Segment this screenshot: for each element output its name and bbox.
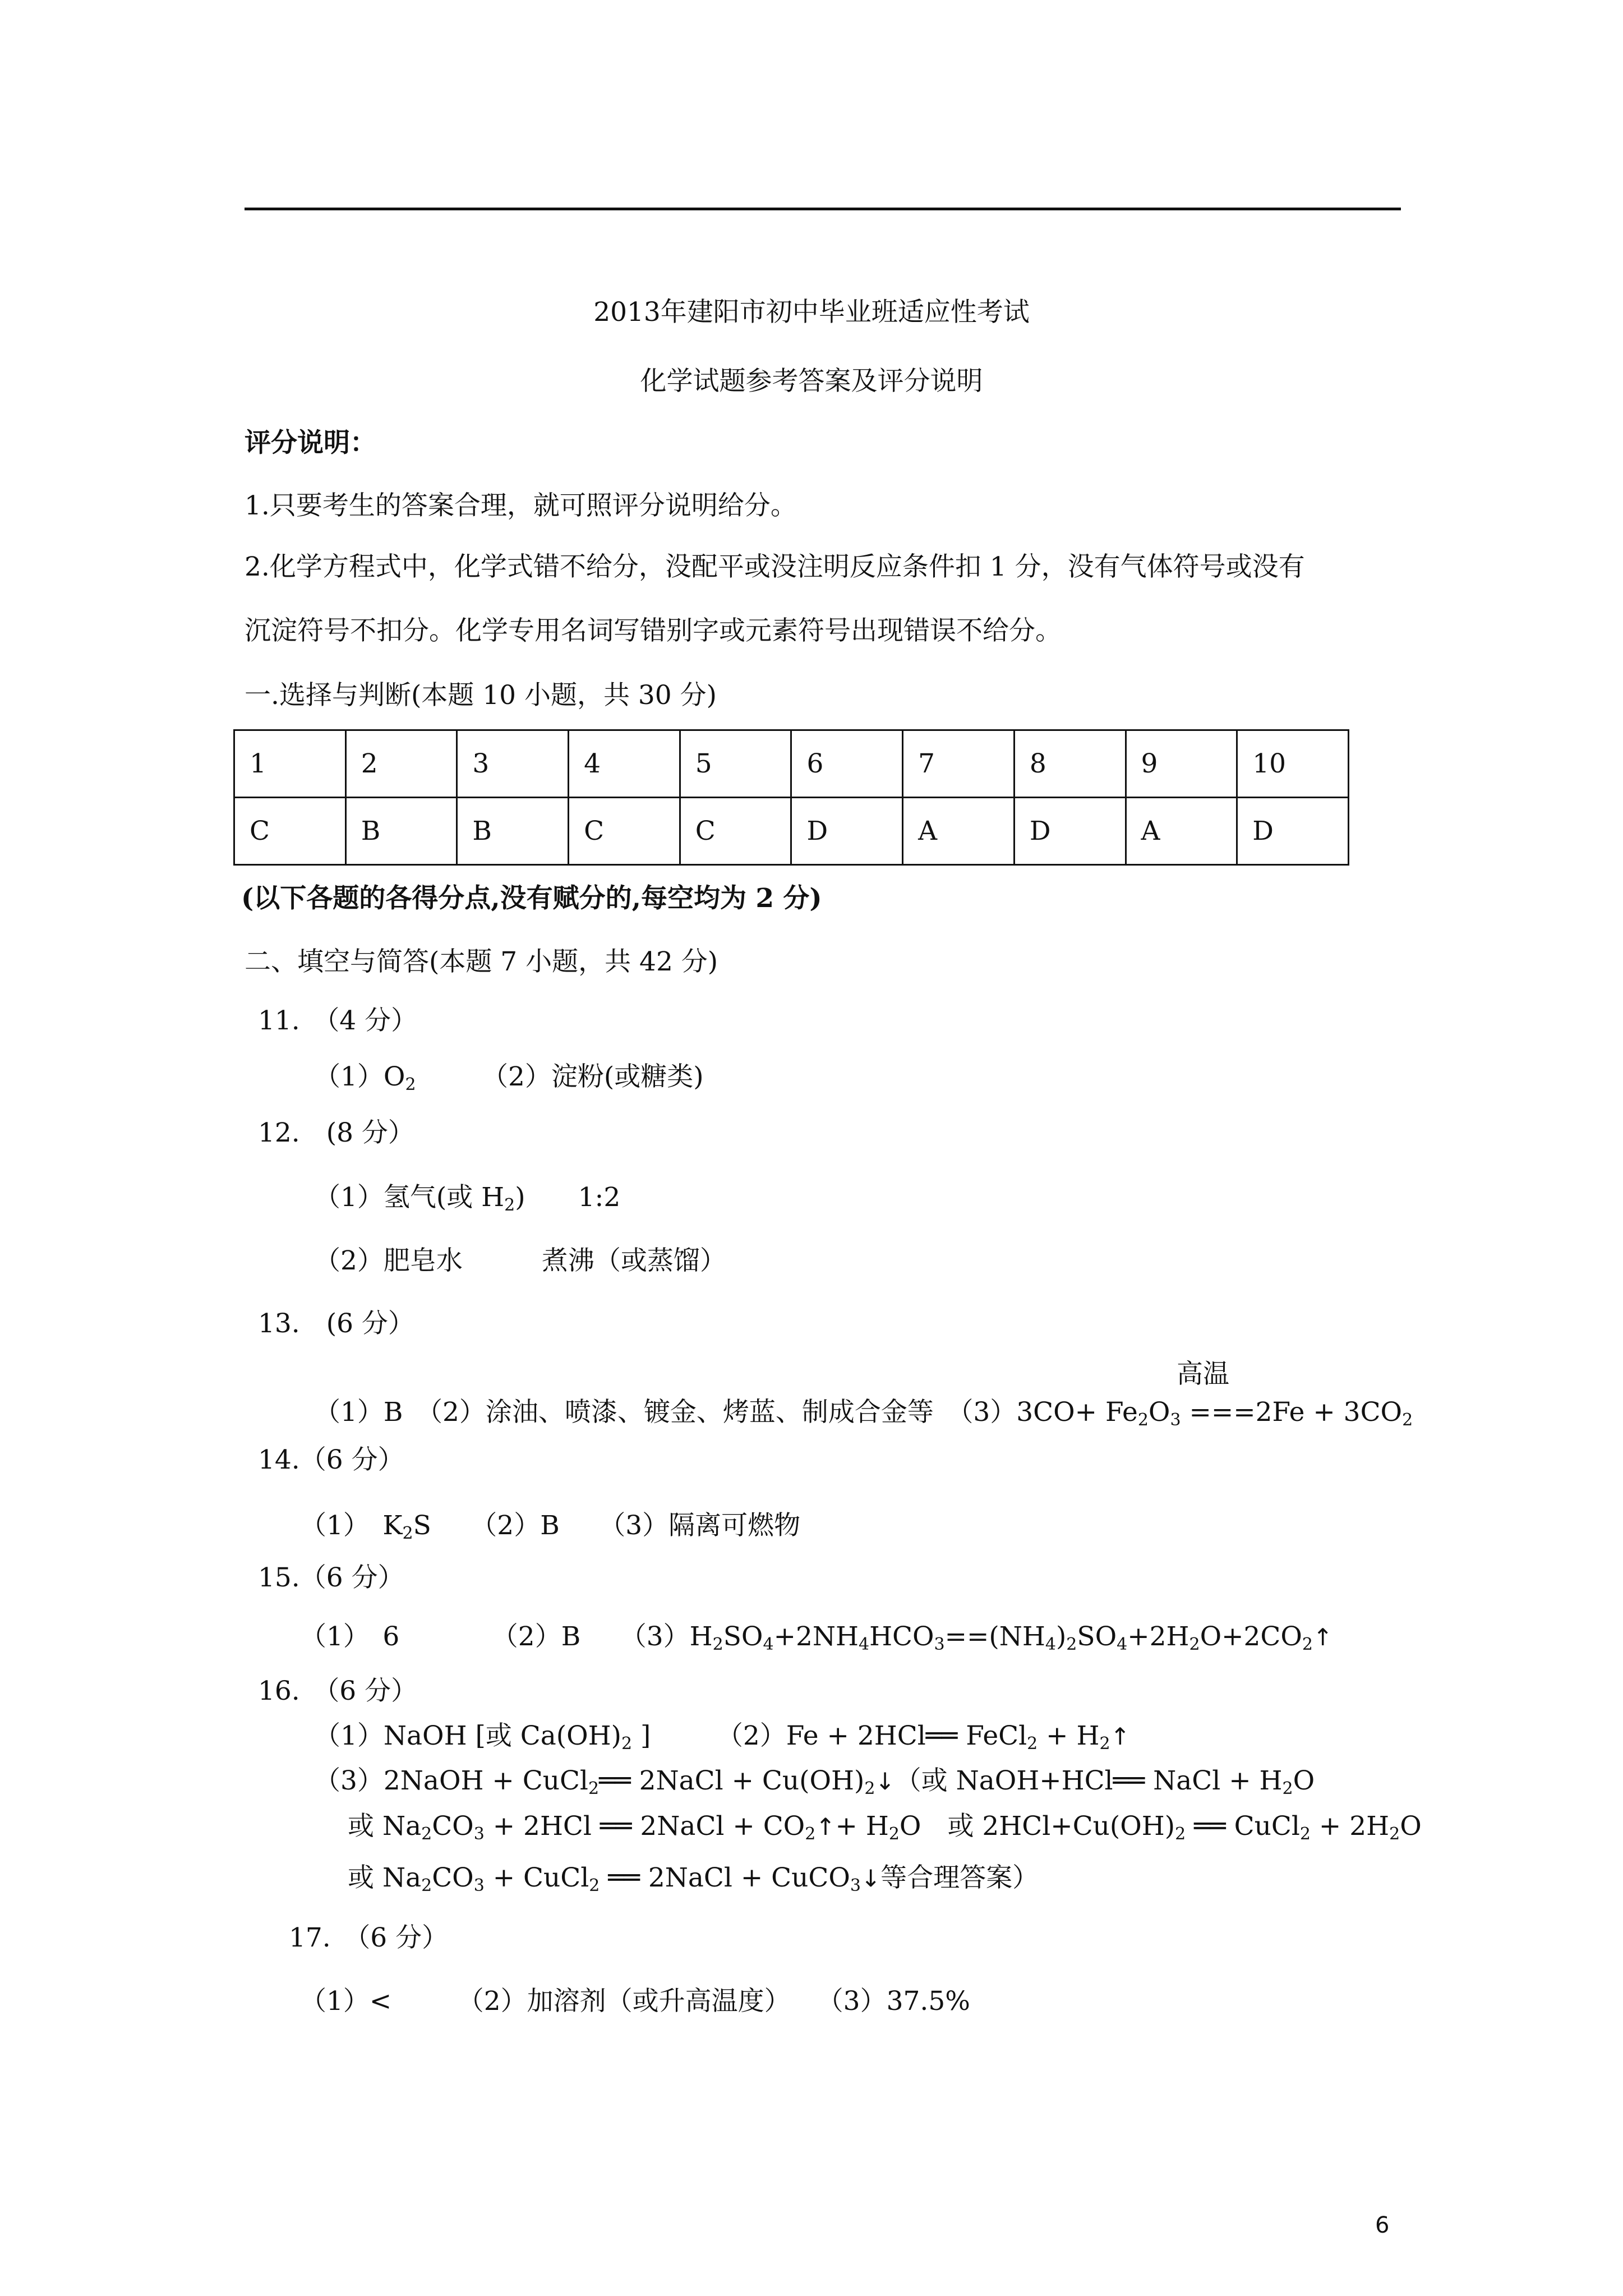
document-title: 2013年建阳市初中毕业班适应性考试 [593,297,1030,328]
page-number: 6 [1375,2212,1390,2238]
table-cell: B [457,798,569,865]
gas-arrow-icon: ↑ [1313,1623,1333,1651]
table-row [234,798,1349,865]
table-cell: C [569,798,680,865]
q16-answer-3: 或 $Na_2CO_3 + 2HCl$ ══ 2NaCl + $CO_2↑+ H_2O$ 或 $2HCl+Cu(OH)_2$ ══ CuCl$_2$ + $2H_2O$ [348,1811,1422,1844]
answer-table [233,729,1349,866]
q12-answer-1: （1）氢气(或 $H_2$) 1:2 [314,1182,621,1215]
table-cell: 8 [1014,730,1126,798]
table-cell: D [1014,798,1126,865]
table-cell: C [680,798,791,865]
section2-heading: 二、填空与简答(本题 7 小题，共 42 分) [245,946,718,977]
q12-answer-2: （2）肥皂水 煮沸（或蒸馏） [314,1245,726,1276]
gas-arrow-icon: ↑ [815,1813,836,1841]
scoring-note: (以下各题的各得分点,没有赋分的,每空均为 2 分) [241,883,822,914]
q16-answer-1: （1）NaOH [或 $Ca(OH)_2$ ] （2）Fe + 2HCl══ FeCl$_2$ + $H_2↑$ [314,1720,1130,1754]
section1-heading: 一.选择与判断(本题 10 小题，共 30 分) [245,680,717,711]
q16-answer-2: （3）2NaOH + CuCl$_2$══ 2NaCl + $Cu(OH)_2↓$（或 NaOH+HCl══ NaCl + $H_2O$ [314,1765,1315,1798]
gas-arrow-icon: ↑ [1110,1723,1130,1750]
table-cell: 5 [680,730,791,798]
reaction-condition: 高温 [1177,1359,1229,1389]
q15-label: 15.（6 分） [258,1562,404,1593]
table-cell: 9 [1126,730,1237,798]
q13-answer: （1）B （2）涂油、喷漆、镀金、烤蓝、制成合金等 $(3)3CO+ Fe_2O_3 ===2Fe + 3CO_2$ [314,1397,1413,1430]
table-cell: D [1237,798,1349,865]
precipitate-arrow-icon: ↓ [875,1768,895,1795]
table-row [234,730,1349,798]
table-cell: 2 [345,730,457,798]
q11-label: 11. （4 分） [258,1005,418,1036]
q15-answer: （1） 6 （2）B $(3)H_2SO_4+2NH_4HCO_3==(NH_4)_2SO_4+2H_2O+2CO_2↑$ [300,1621,1333,1654]
table-cell: C [234,798,346,865]
table-cell: A [1126,798,1237,865]
precipitate-arrow-icon: ↓ [860,1865,881,1892]
table-cell: 1 [234,730,346,798]
q17-label: 17. （6 分） [289,1922,449,1953]
table-cell: D [791,798,903,865]
table-cell: 3 [457,730,569,798]
table-cell: 6 [791,730,903,798]
q16-label: 16. （6 分） [258,1676,418,1706]
scoring-rule-3: 沉淀符号不扣分。化学专用名词写错别字或元素符号出现错误不给分。 [245,615,1062,646]
table-cell: 7 [903,730,1015,798]
document-subtitle: 化学试题参考答案及评分说明 [640,366,983,397]
q16-answer-4: 或 $Na_2CO_3$ + CuCl$_2$ ══ 2NaCl + CuCO$_3$↓等合理答案） [348,1862,1039,1895]
q17-answer: （1）< （2）加溶剂（或升高温度） （3）37.5% [300,1986,970,2017]
header-rule [245,208,1401,210]
q14-label: 14.（6 分） [258,1444,404,1475]
q11-answer: $(1)O_2$ （2）淀粉(或糖类) [314,1061,704,1094]
q13-label: 13. (6 分） [258,1308,414,1339]
q14-answer: （1） $K_2S$ （2）B （3）隔离可燃物 [300,1510,801,1543]
table-cell: B [345,798,457,865]
scoring-rule-1: 1.只要考生的答案合理，就可照评分说明给分。 [245,490,797,521]
q12-label: 12. (8 分） [258,1117,414,1148]
table-cell: A [903,798,1015,865]
table-cell: 4 [569,730,680,798]
scoring-heading: 评分说明： [245,427,376,458]
scoring-rule-2: 2.化学方程式中，化学式错不给分，没配平或没注明反应条件扣 1 分，没有气体符号或没有 [245,551,1305,582]
table-cell: 10 [1237,730,1349,798]
